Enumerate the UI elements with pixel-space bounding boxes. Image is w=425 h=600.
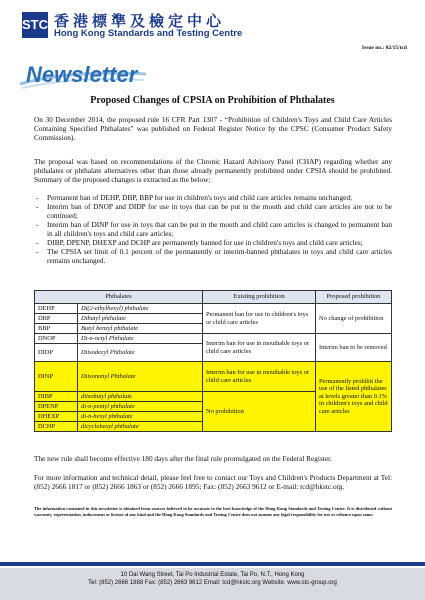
org-name-chinese: 香港標準及檢定中心 bbox=[54, 12, 226, 30]
list-item: - Permanent ban of DEHP, DBP, BBP for use in children's toys and child care articles remains unchanged; bbox=[34, 193, 392, 202]
header-proposed: Proposed prohibition bbox=[316, 291, 392, 304]
footer-stripe bbox=[0, 562, 425, 566]
letterhead bbox=[22, 10, 405, 44]
effective-paragraph: The new rule shall become effective 180 days after the final rule promulgated on the Federal Register. bbox=[34, 454, 332, 463]
phthalate-code: DBP bbox=[35, 314, 78, 324]
phthalate-name: Di-n-octyl Phthalate bbox=[78, 334, 203, 344]
article-title: Proposed Changes of CPSIA on Prohibition of Phthalates bbox=[90, 95, 335, 106]
intro-paragraph: On 30 December 2014, the proposed rule 16 CFR Part 1307 - “Prohibition of Children's Toys and Child Care Articles Containing Specified Phthalates” was published on Federal Register Notice by the CPSC (Consumer Product Safety Commission). bbox=[34, 115, 392, 142]
existing-group-3: Interim ban for use in mouthable toys or child care articles bbox=[203, 362, 316, 392]
issue-number: Issue no.: 02/15/tcd bbox=[361, 45, 407, 51]
phthalate-name: Diisononyl Phthalate bbox=[78, 362, 203, 392]
phthalate-code: DIDP bbox=[35, 344, 78, 362]
phthalate-code: DEHP bbox=[35, 304, 78, 314]
existing-group-2: Interim ban for use in mouthable toys or child care articles bbox=[203, 334, 316, 362]
phthalate-code: DINP bbox=[35, 362, 78, 392]
phthalate-code: DPENP bbox=[35, 402, 78, 412]
stc-logo: STC bbox=[22, 12, 48, 38]
proposed-group-1: No change of prohibition bbox=[316, 304, 392, 334]
newsletter-banner bbox=[22, 60, 139, 88]
footer-address: 10 Dai Wang Street, Tai Po Industrial Estate, Tai Po, N.T., Hong Kong bbox=[120, 572, 305, 578]
newsletter-label: Newsletter bbox=[26, 62, 138, 87]
header-phthalates: Phthalates bbox=[35, 291, 203, 304]
header-existing: Existing prohibition bbox=[203, 291, 316, 304]
phthalate-code: DNOP bbox=[35, 334, 78, 344]
footer-contact: Tel: (852) 2666 1888 Fax: (852) 2663 9612 Email: tcd@hkstc.org Website: www.stc-group.org bbox=[88, 580, 337, 586]
phthalate-code: DHEXP bbox=[35, 412, 78, 422]
proposed-group-2: Interim ban to be removed bbox=[316, 334, 392, 362]
contact-paragraph: For more information and technical detail, please feel free to contact our Toys and Children's Products Department at Tel: (852) 2666 1817 or (852) 2666 1863 or (852) 2666 1895; Fax: (852) 2663 9612 or E-mail: tcd@hkstc.org. bbox=[34, 473, 392, 491]
phthalate-code: DIBP bbox=[35, 392, 78, 402]
org-name-english: Hong Kong Standards and Testing Centre bbox=[54, 28, 243, 39]
phthalate-name: Diisodecyl Phthalate bbox=[78, 344, 203, 362]
phthalate-code: DCHP bbox=[35, 422, 78, 432]
footer bbox=[0, 558, 425, 600]
table-row bbox=[35, 334, 392, 344]
existing-group-4: No prohibition bbox=[203, 392, 316, 432]
proposal-paragraph: The proposal was based on recommendations of the Chronic Hazard Advisory Panel (CHAP) regarding whether any phthalates or phthalate alternatives other than those already permanently prohibited under CPSIA should be prohibited. Summary of the proposed changes is extracted as the below: bbox=[34, 157, 392, 184]
phthalate-name: di-n-pentyl phthalate bbox=[78, 402, 203, 412]
phthalate-name: Butyl benzyl phthalate bbox=[78, 324, 203, 334]
table-row bbox=[35, 362, 392, 392]
phthalate-name: Dibutyl phthalate bbox=[78, 314, 203, 324]
list-item: - Interim ban of DINP for use in toys that can be put in the mouth and child care articles is changed to permanent ban in all children's toys and child care articles; bbox=[34, 220, 392, 238]
phthalates-table bbox=[34, 290, 392, 432]
table-header-row bbox=[35, 291, 392, 304]
phthalate-name: di-n-hexyl phthalate bbox=[78, 412, 203, 422]
changes-list bbox=[34, 193, 392, 265]
list-item: - DIBP, DPENP, DHEXP and DCHP are permanently banned for use in children's toys and child care articles; bbox=[34, 238, 392, 247]
phthalate-code: BBP bbox=[35, 324, 78, 334]
phthalate-name: diisobutyl phthalate bbox=[78, 392, 203, 402]
list-item: - The CPSIA set limit of 0.1 percent of the permanently or interim-banned phthalates in toys and child care articles remains unchanged. bbox=[34, 247, 392, 265]
phthalate-name: dicyclohexyl phthalate bbox=[78, 422, 203, 432]
phthalate-name: Di(2-ethylhexyl) phthalate bbox=[78, 304, 203, 314]
table-row bbox=[35, 304, 392, 314]
proposed-group-3: Permanently prohibit the use of the listed phthalates at levels greater than 0.1% in children's toys and child care articles bbox=[316, 362, 392, 432]
disclaimer: The information contained in this newsletter is obtained from sources believed to be accurate to the best knowledge of the Hong Kong Standards and Testing Centre. It is distributed without warranty, representation, inducement or license of any kind and the Hong Kong Standards and Testing Centre does not assume any legal responsibility for use or reliance upon same. bbox=[34, 506, 392, 517]
existing-group-1: Permanent ban for use in children's toys or child care articles bbox=[203, 304, 316, 334]
list-item: - Interim ban of DNOP and DIDP for use in toys that can be put in the mouth and child care articles are not to be continued; bbox=[34, 202, 392, 220]
